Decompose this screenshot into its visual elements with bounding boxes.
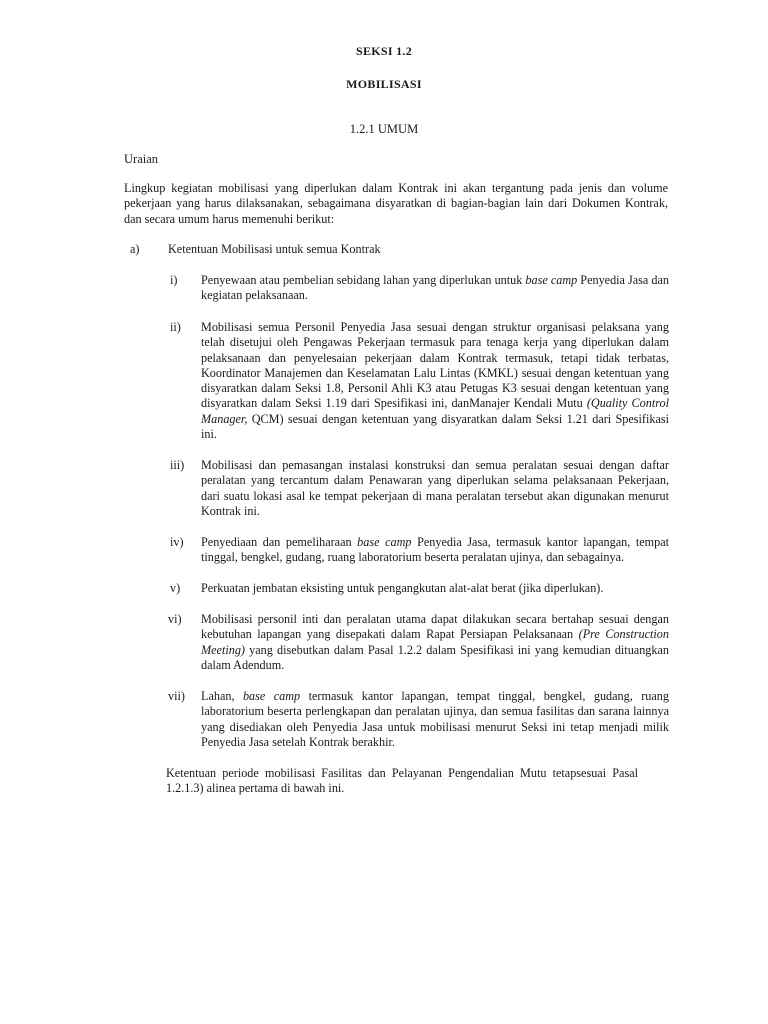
text-run: Mobilisasi personil inti dan peralatan utama dapat dilakukan secara bertahap sesuai dengan kebutuhan lapangan yang disepakati dalam Rapat Persiapan Pelaksanaan — [201, 612, 669, 642]
section-name: MOBILISASI — [346, 77, 422, 91]
item-text — [201, 581, 669, 596]
item-text — [201, 612, 669, 673]
item-a-text: Ketentuan Mobilisasi untuk semua Kontrak — [168, 242, 381, 256]
item-text — [201, 273, 669, 304]
item-text — [201, 458, 669, 519]
text-run: Penyewaan atau pembelian sebidang lahan yang diperlukan untuk — [201, 273, 526, 287]
item-text — [201, 535, 669, 566]
subsection-heading: 1.2.1 UMUM — [349, 122, 419, 136]
text-run: Perkuatan jembatan eksisting untuk pengangkutan alat-alat berat (jika diperlukan). — [201, 581, 604, 595]
item-label: vii) — [168, 689, 185, 703]
item-label: i) — [170, 273, 178, 287]
item-text — [201, 320, 669, 442]
italic-text: base camp — [357, 535, 412, 549]
item-a-label: a) — [130, 242, 140, 256]
text-run: yang disebutkan dalam Pasal 1.2.2 dalam Spesifikasi ini yang kemudian dituangkan dalam Adendum. — [201, 642, 669, 672]
italic-text: base camp — [525, 273, 578, 287]
item-text — [201, 689, 669, 750]
italic-text: (Quality Control Manager, — [201, 396, 669, 426]
text-run: QCM) sesuai dengan ketentuan yang disyaratkan dalam Seksi 1.21 dari Spesifikasi ini. — [201, 411, 669, 442]
text-run: Lahan, — [201, 689, 243, 703]
item-label: v) — [170, 581, 181, 595]
text-run: Penyediaan dan pemeliharaan — [201, 535, 358, 549]
item-label: iii) — [170, 458, 185, 472]
italic-text: base camp — [242, 689, 301, 703]
item-label: iv) — [170, 535, 184, 549]
item-label: ii) — [170, 320, 181, 334]
section-title: SEKSI 1.2 — [355, 44, 413, 58]
item-label: vi) — [168, 612, 182, 626]
text-run: termasuk kantor lapangan, tempat tinggal, bengkel, gudang, ruang laboratorium beserta perlengkapan dan peralatan ujinya, dan semua fasilitas dan sarana lainnya yang disediakan oleh Penyedia Jasa untuk mobilisasi menurut Seksi ini tetap menjadi milik Penyedia Jasa setelah Kontrak berakhir. — [201, 689, 669, 749]
text-run: Penyedia Jasa, termasuk kantor lapangan, tempat tinggal, bengkel, gudang, ruang laboratorium beserta peralatan ujinya, dan sebagainya. — [201, 535, 669, 565]
text-run: Penyedia Jasa dan kegiatan pelaksanaan. — [201, 273, 670, 303]
uraian-label: Uraian — [124, 152, 159, 166]
closing-paragraph: Ketentuan periode mobilisasi Fasilitas dan Pelayanan Pengendalian Mutu tetapsesuai Pasal 1.2.1.3) alinea pertama di bawah ini. — [166, 766, 638, 796]
italic-text: (Pre Construction Meeting) — [201, 627, 669, 657]
intro-paragraph: Lingkup kegiatan mobilisasi yang diperlukan dalam Kontrak ini akan tergantung pada jenis dan volume pekerjaan yang harus dilaksanakan, sebagaimana disyaratkan di bagian-bagian lain dari Dokumen Kontrak, dan secara umum harus memenuhi berikut: — [124, 181, 668, 226]
text-run: Mobilisasi semua Personil Penyedia Jasa sesuai dengan struktur organisasi pelaksana yang telah disetujui oleh Pengawas Pekerjaan termasuk para tenaga kerja yang diperlukan dalam pelaksanaan dan penyelesaian pekerjaan dalam Kontrak termasuk, tetapi tidak terbatas, Koordinator Manajemen dan Keselamatan Lalu Lintas (KMKL) sesuai dengan ketentuan yang disyaratkan dalam Seksi 1.8, Personil Ahli K3 atau Petugas K3 sesuai dengan ketentuan yang disyaratkan dalam Seksi 1.19 dari Spesifikasi ini, danManajer Kendali Mutu — [201, 320, 669, 411]
text-run: Mobilisasi dan pemasangan instalasi konstruksi dan semua peralatan sesuai dengan daftar peralatan yang tercantum dalam Penawaran yang diperlukan selama pelaksanaan Pekerjaan, dari suatu lokasi asal ke tempat pekerjaan di mana peralatan tersebut akan digunakan menurut Kontrak ini. — [201, 458, 669, 518]
